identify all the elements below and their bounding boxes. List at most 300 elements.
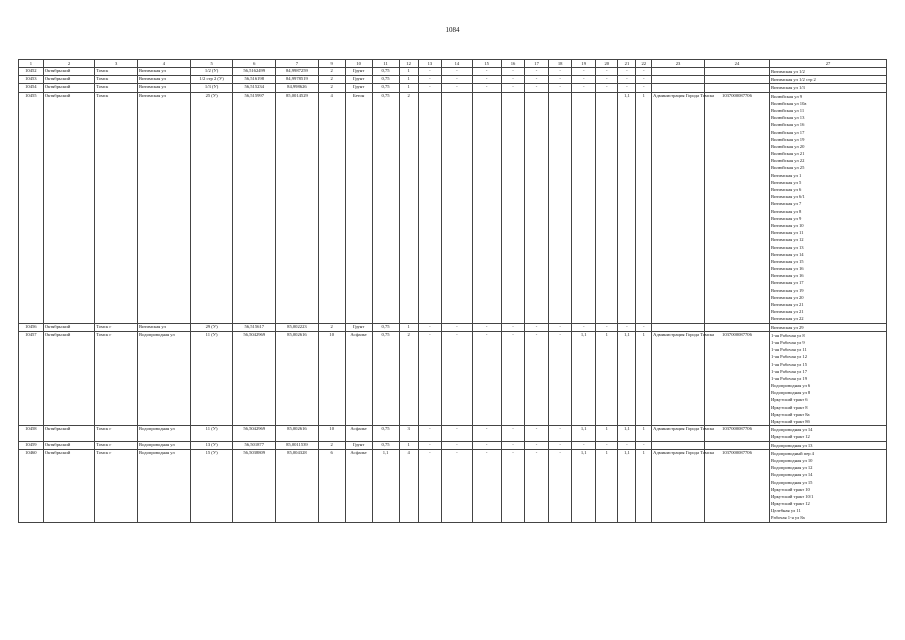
- table-cell: -: [472, 68, 501, 76]
- table-cell: -: [472, 441, 501, 449]
- table-cell: -: [501, 323, 525, 331]
- table-cell: 10458: [19, 426, 44, 441]
- table-cell: 56,5042969: [233, 426, 276, 441]
- table-cell: 1,1: [618, 449, 636, 522]
- column-header: 2: [43, 60, 95, 68]
- address-item: Иркутский тракт 10/1: [771, 493, 814, 499]
- column-header: 6: [233, 60, 276, 68]
- table-row: [19, 426, 887, 441]
- table-cell: -: [636, 323, 652, 331]
- table-cell: -: [418, 84, 442, 92]
- table-cell: Октябрьский: [43, 76, 95, 84]
- address-item: Витимская ул 9: [771, 215, 802, 221]
- table-cell: 1037000087706: [704, 92, 769, 323]
- table-cell: 1: [596, 426, 618, 441]
- address-item: Вилюйская ул 20: [771, 143, 805, 149]
- address-list: [770, 76, 887, 84]
- table-cell: Асфальт: [345, 426, 372, 441]
- address-item: Витимская ул 1/2: [771, 69, 805, 74]
- table-cell: Октябрьский: [43, 84, 95, 92]
- table-cell: -: [572, 76, 596, 84]
- table-cell: 6: [318, 449, 345, 522]
- table-cell: 56,515997: [233, 92, 276, 323]
- table-cell: Асфальт: [345, 449, 372, 522]
- address-item: Витимская ул 15: [771, 258, 804, 264]
- table-cell: Томск г: [95, 426, 138, 441]
- table-cell: -: [596, 76, 618, 84]
- table-cell: 1: [636, 426, 652, 441]
- table-cell: -: [525, 323, 549, 331]
- address-item: Вилюйская ул 17: [771, 129, 805, 135]
- column-header: 21: [618, 60, 636, 68]
- table-cell: -: [525, 331, 549, 425]
- table-cell: 1: [596, 449, 618, 522]
- table-cell: -: [501, 76, 525, 84]
- table-cell: 0,75: [372, 331, 399, 425]
- table-cell: 1: [399, 68, 418, 76]
- table-cell: Томск: [95, 76, 138, 84]
- table-cell: Октябрьский: [43, 92, 95, 323]
- table-cell: -: [442, 76, 472, 84]
- table-cell: 4: [399, 449, 418, 522]
- table-cell: -: [472, 331, 501, 425]
- table-cell: 3: [399, 426, 418, 441]
- table-cell: -: [618, 76, 636, 84]
- column-header: 10: [345, 60, 372, 68]
- table-cell: 0,75: [372, 68, 399, 76]
- table-cell: 1037000087706: [704, 426, 769, 441]
- table-cell: Водопроводная ул: [138, 441, 191, 449]
- table-cell: 1/2 стр 2 (У): [190, 76, 233, 84]
- table-cell: -: [618, 441, 636, 449]
- table-cell: [652, 84, 705, 92]
- address-item: Вилюйская ул 25: [771, 165, 805, 171]
- table-row: [19, 76, 887, 84]
- table-cell: [652, 76, 705, 84]
- table-cell: -: [501, 331, 525, 425]
- column-header: 3: [95, 60, 138, 68]
- table-cell: 2: [399, 92, 418, 323]
- table-cell: 0,75: [372, 92, 399, 323]
- table-row: [19, 449, 887, 522]
- table-cell: 1/3 (У): [190, 84, 233, 92]
- table-cell: Томск: [95, 92, 138, 323]
- address-item: Витимская ул 1/2 стр 2: [771, 77, 816, 83]
- table-cell: -: [548, 68, 572, 76]
- table-cell: -: [442, 84, 472, 92]
- table-cell: -: [501, 84, 525, 92]
- address-item: Витимская ул 12: [771, 237, 804, 243]
- table-cell: -: [418, 323, 442, 331]
- table-cell: Администрация Города Томска: [652, 426, 705, 441]
- table-cell: 0,75: [372, 84, 399, 92]
- table-cell: 1,1: [618, 426, 636, 441]
- table-row: [19, 84, 887, 92]
- address-list: [770, 441, 887, 449]
- table-cell: Томск г: [95, 331, 138, 425]
- address-item: Витимская ул 7: [771, 201, 802, 207]
- table-cell: -: [442, 426, 472, 441]
- address-item: Водопроводная ул 12: [771, 465, 813, 471]
- table-cell: [418, 92, 442, 323]
- table-cell: -: [596, 323, 618, 331]
- address-item: Витимская ул 1: [771, 172, 802, 178]
- address-item: Витимская ул 21: [771, 309, 804, 315]
- table-cell: Администрация Города Томска: [652, 92, 705, 323]
- address-item: Витимская ул 8: [771, 208, 802, 214]
- table-cell: Грунт: [345, 84, 372, 92]
- table-cell: -: [442, 68, 472, 76]
- address-item: Витимская ул 17: [771, 280, 804, 286]
- table-cell: Томск: [95, 68, 138, 76]
- table-cell: [548, 92, 572, 323]
- table-cell: 10459: [19, 441, 44, 449]
- address-item: Водопроводная ул 14: [771, 427, 813, 433]
- column-header: 14: [442, 60, 472, 68]
- address-list: [770, 323, 887, 331]
- table-cell: Бетон: [345, 92, 372, 323]
- table-cell: -: [418, 426, 442, 441]
- table-cell: [704, 323, 769, 331]
- table-cell: 1: [636, 92, 652, 323]
- table-cell: 10: [318, 426, 345, 441]
- address-item: Водопроводная ул 6: [771, 383, 811, 389]
- table-cell: -: [548, 441, 572, 449]
- address-item: Витимская ул 6/1: [771, 194, 805, 200]
- column-header: 20: [596, 60, 618, 68]
- address-item: Вилюйская ул 16: [771, 122, 805, 128]
- table-cell: -: [618, 84, 636, 92]
- table-cell: 10455: [19, 92, 44, 323]
- address-list: [770, 449, 887, 522]
- table-cell: -: [472, 323, 501, 331]
- table-cell: 56,5162499: [233, 68, 276, 76]
- address-item: Иркутский тракт 8а: [771, 411, 810, 417]
- table-cell: Грунт: [345, 323, 372, 331]
- table-cell: Витимская ул: [138, 68, 191, 76]
- table-cell: 1,1: [618, 92, 636, 323]
- table-cell: -: [636, 76, 652, 84]
- table-cell: 10454: [19, 84, 44, 92]
- address-item: Витимская ул 13: [771, 244, 804, 250]
- column-header: 16: [501, 60, 525, 68]
- table-cell: 0,75: [372, 441, 399, 449]
- column-header: 22: [636, 60, 652, 68]
- table-row: [19, 331, 887, 425]
- table-cell: Томск: [95, 84, 138, 92]
- address-item: Витимская ул 16: [771, 273, 804, 279]
- address-item: Целебная ул 11: [771, 508, 801, 514]
- table-cell: 10457: [19, 331, 44, 425]
- table-cell: [652, 323, 705, 331]
- table-cell: -: [418, 68, 442, 76]
- table-cell: 29 (У): [190, 323, 233, 331]
- table-cell: Октябрьский: [43, 331, 95, 425]
- table-cell: -: [596, 441, 618, 449]
- address-item: Рабочая 1-я ул 8а: [771, 515, 805, 521]
- table-cell: 4: [318, 92, 345, 323]
- table-cell: Грунт: [345, 76, 372, 84]
- address-item: Иркутский тракт 12: [771, 434, 810, 440]
- table-cell: 56,5038809: [233, 449, 276, 522]
- table-body: [19, 68, 887, 523]
- table-cell: Администрация Города Томска: [652, 449, 705, 522]
- table-cell: Октябрьский: [43, 449, 95, 522]
- table-cell: 2: [318, 441, 345, 449]
- table-cell: -: [442, 331, 472, 425]
- address-item: Вилюйская ул 21: [771, 151, 805, 157]
- column-header: 9: [318, 60, 345, 68]
- table-cell: 1: [399, 76, 418, 84]
- address-list: [770, 84, 887, 92]
- table-cell: 56,5042969: [233, 331, 276, 425]
- address-list: [770, 68, 887, 76]
- table-cell: 1/2 (У): [190, 68, 233, 76]
- table-cell: -: [501, 441, 525, 449]
- table-cell: 1: [636, 449, 652, 522]
- address-item: Витимская ул 29: [771, 324, 804, 330]
- column-header: 18: [548, 60, 572, 68]
- table-cell: -: [548, 76, 572, 84]
- table-cell: -: [525, 76, 549, 84]
- table-cell: Администрация Города Томска: [652, 331, 705, 425]
- table-cell: 2: [318, 68, 345, 76]
- table-cell: -: [572, 68, 596, 76]
- table-cell: 84,998626: [276, 84, 319, 92]
- address-list: [770, 331, 887, 425]
- table-cell: Грунт: [345, 441, 372, 449]
- table-cell: [704, 76, 769, 84]
- column-header: 17: [525, 60, 549, 68]
- address-list: [770, 92, 887, 323]
- column-header: 13: [418, 60, 442, 68]
- table-cell: [704, 84, 769, 92]
- table-cell: -: [548, 449, 572, 522]
- table-cell: Водопроводная ул: [138, 449, 191, 522]
- table-cell: -: [418, 76, 442, 84]
- column-header: 12: [399, 60, 418, 68]
- table-cell: -: [501, 68, 525, 76]
- address-item: Витимская ул 5: [771, 179, 802, 185]
- table-row: [19, 323, 887, 331]
- table-cell: -: [418, 441, 442, 449]
- table-cell: 1,1: [372, 449, 399, 522]
- table-cell: [501, 92, 525, 323]
- address-item: Витимская ул 19: [771, 287, 804, 293]
- table-cell: -: [501, 449, 525, 522]
- table-cell: 10453: [19, 76, 44, 84]
- table-cell: 1037000087706: [704, 331, 769, 425]
- table-cell: -: [525, 449, 549, 522]
- table-cell: -: [596, 68, 618, 76]
- column-header: 19: [572, 60, 596, 68]
- address-item: Иркутский тракт 10: [771, 486, 810, 492]
- table-cell: [472, 92, 501, 323]
- address-item: Водопроводная ул 15: [771, 479, 813, 485]
- table-cell: Витимская ул: [138, 76, 191, 84]
- table-cell: -: [525, 441, 549, 449]
- table-row: [19, 68, 887, 76]
- table-cell: 10460: [19, 449, 44, 522]
- register-table: [18, 59, 887, 523]
- table-cell: 2: [318, 84, 345, 92]
- table-cell: -: [442, 449, 472, 522]
- table-row: [19, 441, 887, 449]
- table-cell: 13 (У): [190, 441, 233, 449]
- address-item: Витимская ул 22: [771, 316, 804, 322]
- table-cell: Октябрьский: [43, 68, 95, 76]
- table-cell: -: [548, 84, 572, 92]
- address-item: Водопроводная ул 14: [771, 472, 813, 478]
- address-item: 1-ая Рабочая ул 15: [771, 361, 808, 367]
- table-cell: 0,75: [372, 426, 399, 441]
- table-cell: 1,1: [572, 331, 596, 425]
- table-row: [19, 92, 887, 323]
- table-cell: [442, 92, 472, 323]
- table-cell: 84,9978519: [276, 76, 319, 84]
- address-item: Иркутский тракт 8б: [771, 419, 810, 424]
- table-cell: 1: [399, 323, 418, 331]
- table-cell: [525, 92, 549, 323]
- table-cell: [596, 92, 618, 323]
- address-item: Витимская ул 21: [771, 302, 804, 307]
- column-header: 5: [190, 60, 233, 68]
- table-cell: [572, 92, 596, 323]
- table-cell: 0,75: [372, 76, 399, 84]
- table-cell: Октябрьский: [43, 323, 95, 331]
- table-cell: 2: [318, 323, 345, 331]
- table-cell: -: [418, 449, 442, 522]
- table-cell: -: [525, 426, 549, 441]
- table-cell: -: [618, 68, 636, 76]
- column-header: 1: [19, 60, 44, 68]
- column-header: 15: [472, 60, 501, 68]
- address-item: Водопроводная ул 13: [771, 442, 813, 448]
- table-cell: Водопроводная ул: [138, 331, 191, 425]
- table-cell: 10: [318, 331, 345, 425]
- table-cell: Томск г: [95, 441, 138, 449]
- table-cell: 1: [596, 331, 618, 425]
- column-header: 23: [652, 60, 705, 68]
- column-header: 11: [372, 60, 399, 68]
- table-cell: -: [472, 449, 501, 522]
- table-cell: Асфальт: [345, 331, 372, 425]
- address-item: Водопроводная ул 8: [771, 390, 811, 396]
- table-cell: -: [636, 84, 652, 92]
- table-cell: 56,515234: [233, 84, 276, 92]
- address-item: 1-ая Рабочая ул 11: [771, 347, 807, 353]
- address-item: 1-ая Рабочая ул 9: [771, 339, 805, 345]
- table-cell: -: [548, 331, 572, 425]
- table-cell: Томск г: [95, 323, 138, 331]
- table-cell: 25 (У): [190, 92, 233, 323]
- table-cell: -: [501, 426, 525, 441]
- table-cell: 1: [399, 84, 418, 92]
- table-cell: 1037000087706: [704, 449, 769, 522]
- table-cell: -: [525, 84, 549, 92]
- address-item: 1-ая Рабочая ул 8: [771, 332, 805, 338]
- address-item: Иркутский тракт 12: [771, 501, 810, 507]
- table-cell: -: [548, 323, 572, 331]
- address-item: Витимская ул 14: [771, 251, 804, 257]
- table-cell: -: [472, 426, 501, 441]
- address-item: Водопроводный пер 4: [771, 450, 814, 456]
- header-row: [19, 60, 887, 68]
- table-cell: [652, 68, 705, 76]
- table-cell: 10456: [19, 323, 44, 331]
- table-cell: 11 (У): [190, 426, 233, 441]
- table-cell: 0,75: [372, 323, 399, 331]
- table-cell: 56,501877: [233, 441, 276, 449]
- table-cell: 85,004328: [276, 449, 319, 522]
- table-cell: 84,9987259: [276, 68, 319, 76]
- address-item: 1-ая Рабочая ул 12: [771, 354, 808, 360]
- address-item: Иркутский тракт 8: [771, 404, 808, 410]
- page-number: 1084: [445, 26, 460, 34]
- table-cell: [652, 441, 705, 449]
- address-item: Вилюйская ул 10а: [771, 100, 807, 106]
- table-cell: [704, 441, 769, 449]
- column-header: 24: [704, 60, 769, 68]
- address-item: Вилюйская ул 9: [771, 93, 803, 99]
- table-cell: 11 (У): [190, 331, 233, 425]
- table-cell: Октябрьский: [43, 441, 95, 449]
- address-item: Вилюйская ул 22: [771, 158, 805, 164]
- address-list: [770, 426, 887, 441]
- table-cell: 1,1: [618, 331, 636, 425]
- table-cell: [704, 68, 769, 76]
- column-header: 7: [276, 60, 319, 68]
- table-cell: 1: [399, 441, 418, 449]
- table-cell: -: [548, 426, 572, 441]
- table-cell: 85,0014529: [276, 92, 319, 323]
- table-cell: -: [636, 68, 652, 76]
- table-cell: 85,002223: [276, 323, 319, 331]
- table-cell: -: [525, 68, 549, 76]
- table-cell: 1: [636, 331, 652, 425]
- table-cell: Витимская ул: [138, 323, 191, 331]
- table-cell: 2: [399, 331, 418, 425]
- table-cell: 85,002616: [276, 426, 319, 441]
- address-item: Витимская ул 16: [771, 266, 804, 272]
- address-item: 1-ая Рабочая ул 17: [771, 368, 808, 374]
- table-cell: 10452: [19, 68, 44, 76]
- address-item: Вилюйская ул 19: [771, 136, 805, 142]
- address-item: Витимская ул 10: [771, 222, 804, 228]
- table-cell: -: [572, 84, 596, 92]
- table-cell: 1,1: [572, 426, 596, 441]
- table-cell: -: [442, 441, 472, 449]
- table-cell: Октябрьский: [43, 426, 95, 441]
- table-cell: 85,0011539: [276, 441, 319, 449]
- table-cell: -: [596, 84, 618, 92]
- table-cell: Водопроводная ул: [138, 426, 191, 441]
- table-cell: 85,002616: [276, 331, 319, 425]
- table-cell: Витимская ул: [138, 92, 191, 323]
- address-item: Иркутский тракт 6: [771, 397, 808, 403]
- table-cell: -: [572, 323, 596, 331]
- table-cell: -: [442, 323, 472, 331]
- address-item: Витимская ул 11: [771, 230, 804, 236]
- table-cell: 56,516198: [233, 76, 276, 84]
- address-item: Витимская ул 1/3: [771, 85, 805, 91]
- address-item: Витимская ул 20: [771, 294, 804, 300]
- column-header: 4: [138, 60, 191, 68]
- table-cell: 1,1: [572, 449, 596, 522]
- table-cell: -: [472, 76, 501, 84]
- table-cell: 56,515617: [233, 323, 276, 331]
- address-item: Водопроводная ул 10: [771, 457, 813, 463]
